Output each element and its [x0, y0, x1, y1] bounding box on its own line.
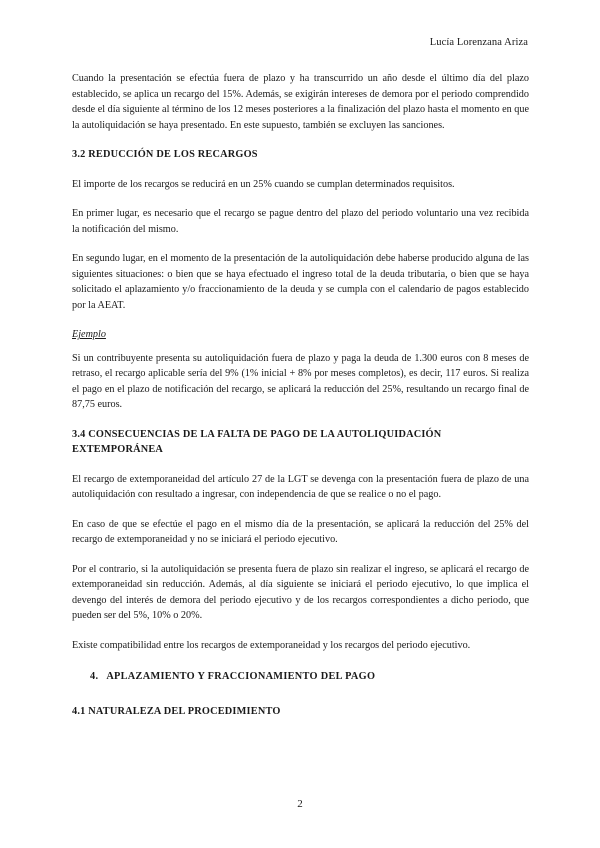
paragraph-ejemplo: Si un contribuyente presenta su autoliquidación fuera de plazo y paga la deuda de 1.300 euros con 8 meses de retraso, el recargo aplicable sería del 9% (1% inicial + 8% por meses completos), es decir, 117 euros. Si realiza el pago en el plazo de notificación del recargo, se aplicará la reducción del 25%, resultando un recargo final de 87,75 euros.: [72, 352, 529, 410]
page-number: 2: [297, 798, 303, 810]
paragraph-segundo-lugar: En segundo lugar, en el momento de la presentación de la autoliquidación debe haberse producido alguna de las siguientes situaciones: o bien que se haya efectuado el ingreso total de la deuda tributaria, o bien que se haya solicitado el aplazamiento y/o fraccionamiento de la deuda y se cumpla con el calendario de pagos establecido por la AEAT.: [72, 253, 529, 311]
paragraph-recargo-15: Cuando la presentación se efectúa fuera de plazo y ha transcurrido un año desde el último día del plazo establecido, se aplica un recargo del 15%. Además, se exigirán intereses de demora por el periodo comprendido desde el día siguiente al término de los 12 meses posteriores a la finalización del plazo hasta el momento en que la autoliquidación se haya presentado. En este supuesto, también se excluyen las sanciones.: [72, 73, 529, 131]
paragraph-recargo-art27: El recargo de extemporaneidad del artículo 27 de la LGT se devenga con la presentación fuera de plazo de una autoliquidación con resultado a ingresar, con independencia de que se realice o no el pago.: [72, 473, 529, 500]
example-label: Ejemplo: [72, 329, 106, 340]
chapter-title: APLAZAMIENTO Y FRACCIONAMIENTO DEL PAGO: [106, 671, 376, 682]
document-body: [72, 71, 529, 734]
page-header-author: Lucía Lorenzana Ariza: [429, 37, 528, 48]
chapter-heading-4: [90, 671, 529, 682]
chapter-number: 4.: [90, 671, 99, 682]
paragraph-primer-lugar: En primer lugar, es necesario que el recargo se pague dentro del plazo del periodo voluntario una vez recibida la notificación del mismo.: [72, 208, 529, 235]
paragraph-sin-ingreso: Por el contrario, si la autoliquidación se presenta fuera de plazo sin realizar el ingreso, se aplicará el recargo de extemporaneidad sin reducción. Además, al día siguiente se iniciará el periodo ejecutivo, lo que implica el devengo del interés de demora del periodo ejecutivo y de los recargos correspondientes a dicho periodo, que pueden ser del 5%, 10% o 20%.: [72, 563, 529, 621]
section-heading-3-2: 3.2 REDUCCIÓN DE LOS RECARGOS: [72, 149, 258, 160]
paragraph-pago-mismo-dia: En caso de que se efectúe el pago en el mismo día de la presentación, se aplicará la reducción del 25% del recargo de extemporaneidad y no se iniciará el periodo ejecutivo.: [72, 518, 529, 545]
paragraph-compatibilidad: Existe compatibilidad entre los recargos de extemporaneidad y los recargos del periodo ejecutivo.: [72, 639, 471, 651]
section-heading-4-1: 4.1 NATURALEZA DEL PROCEDIMIENTO: [72, 706, 281, 717]
paragraph-reduccion-25: El importe de los recargos se reducirá en un 25% cuando se cumplan determinados requisitos.: [72, 178, 455, 190]
section-heading-3-4: 3.4 CONSECUENCIAS DE LA FALTA DE PAGO DE LA AUTOLIQUIDACIÓN EXTEMPORÁNEA: [72, 428, 442, 455]
